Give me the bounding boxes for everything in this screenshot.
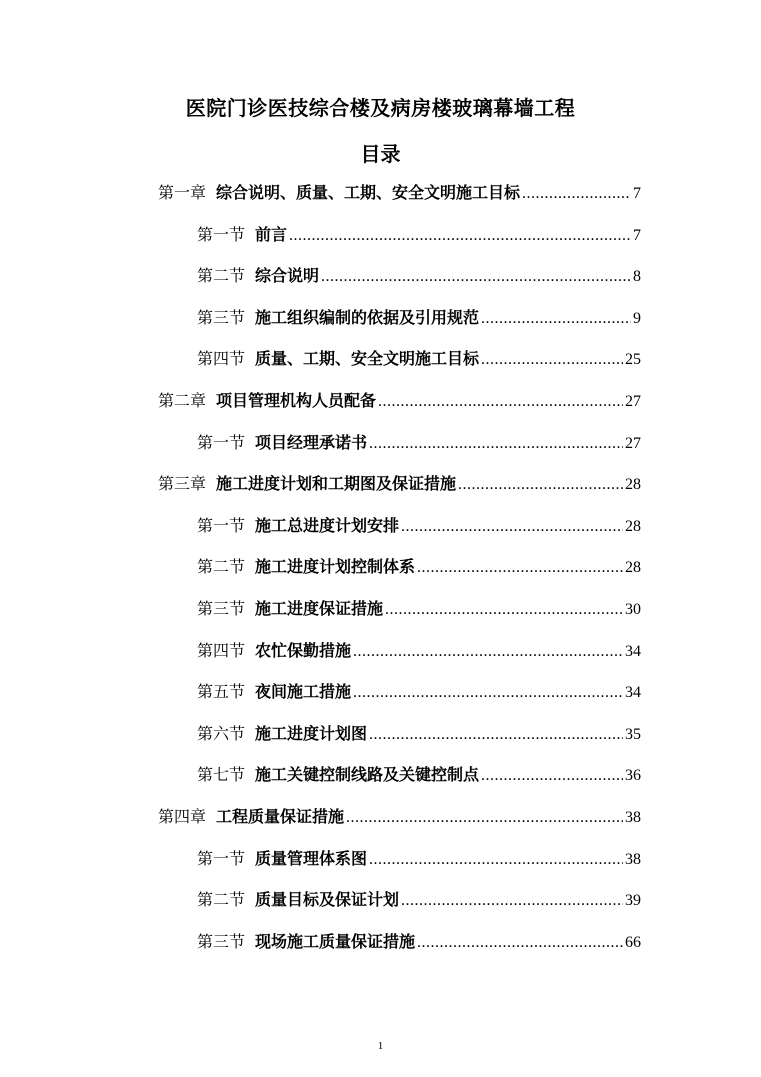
toc-entry-label: 第六节 [197, 723, 246, 743]
toc-entry[interactable] [158, 802, 641, 832]
toc-entry-label: 第四章 [158, 807, 207, 826]
toc-entry-title: 前言 [255, 224, 288, 244]
toc-dot-leader [401, 886, 623, 916]
toc-entry[interactable] [197, 636, 641, 666]
toc-entry-title: 农忙保勤措施 [255, 640, 352, 660]
toc-entry-label: 第三节 [197, 599, 246, 618]
toc-entry[interactable] [197, 511, 641, 541]
toc-dot-leader [458, 470, 623, 500]
toc-dot-leader [378, 387, 623, 417]
toc-dot-leader [369, 429, 623, 459]
toc-entry-title: 施工组织编制的依据及引用规范 [255, 307, 480, 327]
toc-entry-page: 66 [625, 933, 641, 951]
toc-dot-leader [289, 221, 631, 251]
toc-entry-label: 第一章 [158, 183, 207, 202]
toc-entry[interactable] [197, 261, 641, 291]
toc-dot-leader [353, 678, 623, 708]
toc-entry-title: 施工进度保证措施 [255, 599, 384, 618]
toc-dot-leader [353, 637, 623, 667]
toc-entry[interactable] [197, 552, 641, 582]
toc-entry-title: 施工总进度计划安排 [255, 515, 400, 535]
toc-dot-leader [369, 720, 623, 750]
toc-entry-page: 30 [625, 601, 641, 618]
toc-entry-label: 第一节 [197, 848, 246, 868]
toc-entry-page: 28 [625, 517, 641, 535]
toc-entry-label: 第三节 [197, 931, 246, 951]
toc-entry-page: 28 [625, 559, 641, 577]
toc-entry-page: 7 [633, 185, 641, 202]
toc-entry-page: 34 [625, 684, 641, 702]
toc-entry-page: 38 [625, 850, 641, 868]
toc-entry-label: 第二节 [197, 557, 246, 577]
toc-entry[interactable] [197, 927, 641, 957]
toc-entry-page: 39 [625, 892, 641, 910]
toc-entry[interactable] [197, 844, 641, 874]
toc-entry-title: 质量目标及保证计划 [255, 890, 400, 910]
toc-entry-title: 工程质量保证措施 [216, 807, 345, 826]
toc-entry-title: 项目经理承诺书 [255, 432, 368, 452]
toc-entry-page: 36 [625, 767, 641, 785]
toc-entry-page: 25 [625, 351, 641, 369]
toc-dot-leader [481, 345, 623, 375]
toc-entry-label: 第二节 [197, 890, 246, 910]
toc-dot-leader [401, 512, 623, 542]
toc-entry-page: 28 [625, 476, 641, 494]
toc-entry[interactable] [197, 885, 641, 915]
page-number: 1 [377, 1040, 384, 1052]
toc-entry-label: 第四节 [197, 640, 246, 660]
toc-entry[interactable] [158, 386, 641, 416]
toc-entry[interactable] [197, 428, 641, 458]
toc-entry[interactable] [158, 178, 641, 208]
toc-entry[interactable] [197, 220, 641, 250]
toc-entry-page: 27 [625, 393, 641, 410]
toc-entry-page: 27 [625, 434, 641, 452]
toc-entry[interactable] [158, 469, 641, 499]
toc-dot-leader [481, 304, 631, 334]
toc-entry-label: 第二节 [197, 266, 246, 286]
toc-entry-title: 施工进度计划和工期图及保证措施 [216, 474, 457, 494]
toc-entry-page: 8 [633, 268, 641, 286]
toc-entry-label: 第一节 [197, 224, 246, 244]
toc-dot-leader [385, 595, 623, 625]
toc-entry-title: 施工进度计划控制体系 [255, 557, 416, 577]
toc-heading: 目录 [360, 142, 401, 166]
toc-entry-label: 第五节 [197, 682, 246, 702]
toc-entry-label: 第一节 [197, 432, 246, 452]
toc-entry-label: 第七节 [197, 765, 246, 785]
toc-entry-page: 9 [633, 309, 641, 327]
toc-dot-leader [417, 928, 623, 958]
toc-entry[interactable] [197, 760, 641, 790]
toc-entry-title: 质量、工期、安全文明施工目标 [255, 349, 480, 369]
toc-dot-leader [321, 262, 631, 292]
toc-entry-page: 7 [633, 226, 641, 244]
toc-entry-title: 质量管理体系图 [255, 848, 368, 868]
toc-entry-page: 34 [625, 642, 641, 660]
toc-entry[interactable] [197, 344, 641, 374]
toc-entry-page: 38 [625, 809, 641, 826]
toc-entry-title: 夜间施工措施 [255, 682, 352, 702]
toc-entry-title: 施工关键控制线路及关键控制点 [255, 765, 480, 785]
toc-entry-label: 第一节 [197, 515, 246, 535]
toc-entry-label: 第三章 [158, 474, 207, 494]
toc-dot-leader [369, 845, 623, 875]
toc-entry[interactable] [197, 594, 641, 624]
toc-entry-title: 施工进度计划图 [255, 723, 368, 743]
toc-entry-label: 第二章 [158, 391, 207, 410]
toc-entry-label: 第四节 [197, 349, 246, 369]
toc-entry-title: 综合说明 [255, 266, 320, 286]
toc-dot-leader [481, 761, 623, 791]
toc-entry[interactable] [197, 719, 641, 749]
toc-dot-leader [346, 803, 623, 833]
toc-entry[interactable] [197, 677, 641, 707]
toc-dot-leader [417, 553, 623, 583]
toc-entry-label: 第三节 [197, 307, 246, 327]
toc-entry-page: 35 [625, 725, 641, 743]
toc-entry[interactable] [197, 303, 641, 333]
toc-entry-title: 项目管理机构人员配备 [216, 391, 377, 410]
toc-entry-title: 综合说明、质量、工期、安全文明施工目标 [216, 183, 521, 202]
document-title: 医院门诊医技综合楼及病房楼玻璃幕墙工程 [185, 96, 576, 120]
toc-dot-leader [522, 179, 631, 209]
toc-entry-title: 现场施工质量保证措施 [255, 931, 416, 951]
